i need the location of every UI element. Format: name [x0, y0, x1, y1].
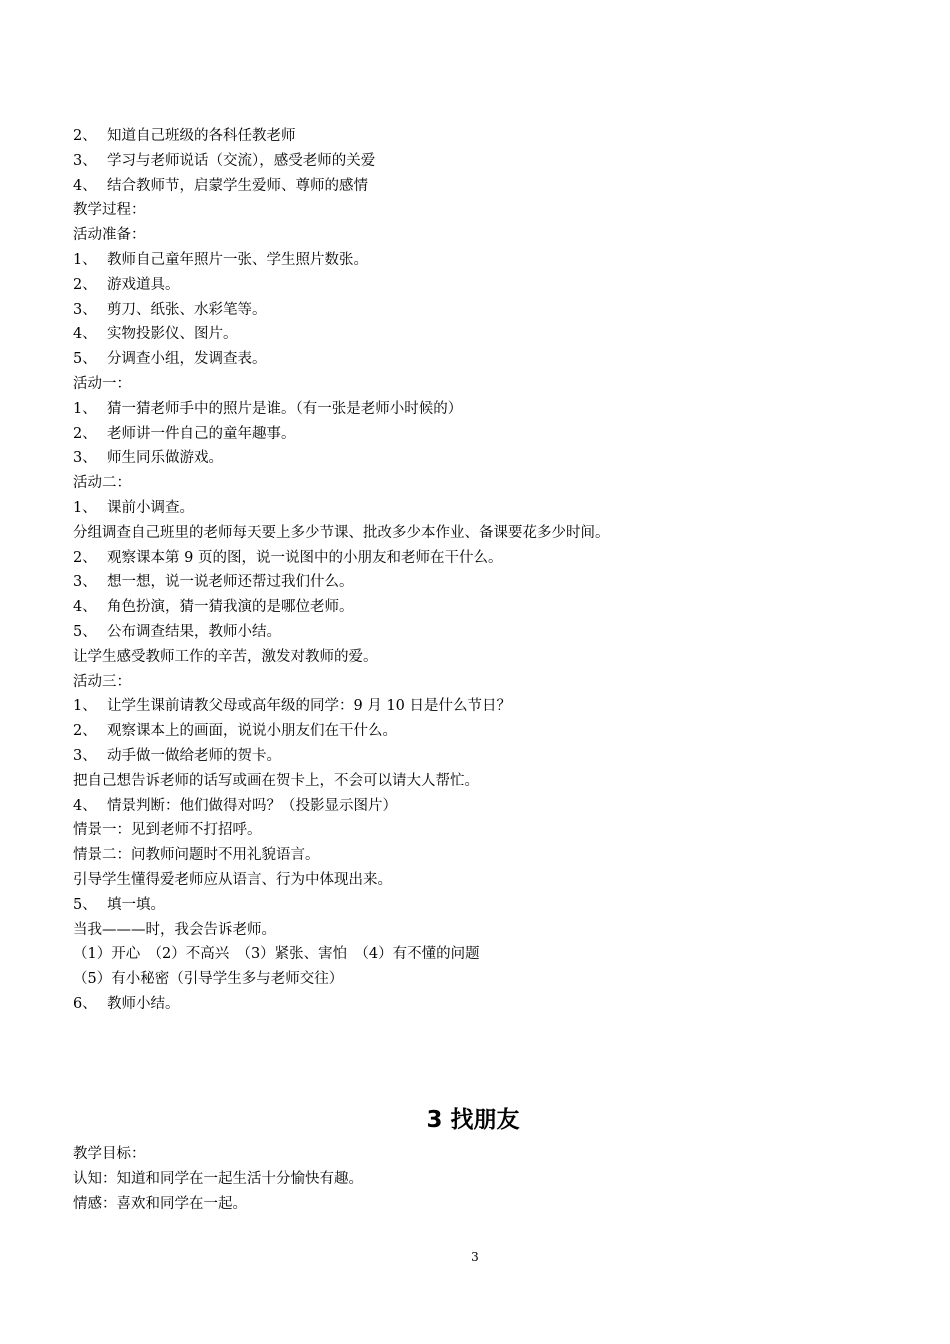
list-number: 1、: [73, 251, 97, 268]
line-text: 教师小结。: [107, 995, 180, 1012]
line-text: 学习与老师说话（交流），感受老师的关爱: [107, 152, 376, 169]
line-text: 认知：知道和同学在一起生活十分愉快有趣。: [73, 1170, 363, 1187]
line-text: 活动二：: [73, 475, 131, 492]
list-number: 3、: [73, 574, 97, 591]
text-line: [73, 967, 873, 992]
numbered-list-item: [73, 248, 873, 273]
numbered-list-item: [73, 620, 873, 645]
list-number: 4、: [73, 326, 97, 343]
line-text: 分调查小组，发调查表。: [107, 351, 267, 368]
line-text: 知道自己班级的各科任教老师: [107, 128, 296, 144]
numbered-list-item: [73, 347, 873, 372]
numbered-list-item: [73, 992, 873, 1017]
list-number: 4、: [73, 177, 97, 194]
list-number: 5、: [73, 623, 97, 640]
text-line: [73, 1167, 873, 1192]
numbered-list-item: [73, 174, 873, 199]
text-line: [73, 471, 873, 496]
line-text: 动手做一做给老师的贺卡。: [107, 747, 281, 764]
text-line: [73, 843, 873, 868]
line-text: 活动三：: [73, 673, 131, 690]
list-number: 3、: [73, 450, 97, 467]
list-number: 2、: [73, 128, 97, 144]
line-text: 观察课本上的画面，说说小朋友们在干什么。: [107, 723, 397, 740]
lesson-process-section: [73, 124, 873, 1017]
numbered-list-item: [73, 397, 873, 422]
numbered-list-item: [73, 546, 873, 571]
text-line: [73, 769, 873, 794]
list-number: 3、: [73, 301, 97, 318]
find-friends-section: [73, 1102, 873, 1216]
numbered-list-item: [73, 794, 873, 819]
numbered-list-item: [73, 446, 873, 471]
list-number: 3、: [73, 152, 97, 169]
list-number: 6、: [73, 995, 97, 1012]
section-title: 3 找朋友: [426, 1107, 520, 1133]
text-line: [73, 372, 873, 397]
numbered-list-item: [73, 893, 873, 918]
list-number: 2、: [73, 425, 97, 442]
line-text: （5）有小秘密（引导学生多与老师交往）: [73, 971, 344, 988]
section-body: [73, 1142, 873, 1216]
text-line: [73, 1142, 873, 1167]
numbered-list-item: [73, 694, 873, 719]
list-number: 1、: [73, 698, 97, 715]
line-text: 结合教师节，启蒙学生爱师、尊师的感情: [107, 177, 368, 194]
line-text: 活动准备：: [73, 227, 146, 244]
line-text: 当我———时，我会告诉老师。: [73, 921, 276, 938]
line-text: 分组调查自己班里的老师每天要上多少节课、批改多少本作业、备课要花多少时间。: [73, 524, 610, 541]
line-text: 情景一：见到老师不打招呼。: [73, 822, 262, 839]
line-text: 情景判断：他们做得对吗？（投影显示图片）: [107, 797, 397, 814]
line-text: 让学生课前请教父母或高年级的同学：9 月 10 日是什么节日？: [107, 698, 512, 715]
list-number: 1、: [73, 400, 97, 417]
line-text: 老师讲一件自己的童年趣事。: [107, 425, 296, 442]
page-number: 3: [471, 1250, 479, 1264]
text-line: [73, 1192, 873, 1217]
line-text: 公布调查结果，教师小结。: [107, 623, 281, 640]
line-text: 猜一猜老师手中的照片是谁。（有一张是老师小时候的）: [107, 400, 463, 417]
line-text: 师生同乐做游戏。: [107, 450, 223, 467]
text-line: [73, 198, 873, 223]
line-text: 情景二：问教师问题时不用礼貌语言。: [73, 847, 320, 864]
line-text: 引导学生懂得爱老师应从语言、行为中体现出来。: [73, 871, 392, 888]
text-line: [73, 223, 873, 248]
list-number: 1、: [73, 499, 97, 516]
line-text: 情感：喜欢和同学在一起。: [73, 1195, 247, 1212]
text-line: [73, 942, 873, 967]
line-text: 游戏道具。: [107, 276, 180, 293]
numbered-list-item: [73, 570, 873, 595]
numbered-list-item: [73, 322, 873, 347]
list-number: 2、: [73, 549, 97, 566]
line-text: 观察课本第 9 页的图，说一说图中的小朋友和老师在干什么。: [107, 549, 503, 566]
text-line: [73, 521, 873, 546]
line-text: 实物投影仪、图片。: [107, 326, 238, 343]
numbered-list-item: [73, 496, 873, 521]
numbered-list-item: [73, 273, 873, 298]
text-line: [73, 645, 873, 670]
list-number: 4、: [73, 797, 97, 814]
numbered-list-item: [73, 719, 873, 744]
numbered-list-item: [73, 298, 873, 323]
text-line: [73, 918, 873, 943]
list-number: 5、: [73, 351, 97, 368]
list-number: 3、: [73, 747, 97, 764]
list-number: 2、: [73, 276, 97, 293]
line-text: 让学生感受教师工作的辛苦，激发对教师的爱。: [73, 648, 378, 665]
text-line: [73, 818, 873, 843]
line-text: 教师自己童年照片一张、学生照片数张。: [107, 251, 368, 268]
line-text: （1）开心 （2）不高兴 （3）紧张、害怕 （4）有不懂的问题: [73, 946, 480, 963]
line-text: 课前小调查。: [107, 499, 194, 516]
text-line: [73, 670, 873, 695]
line-text: 角色扮演，猜一猜我演的是哪位老师。: [107, 599, 354, 616]
line-text: 剪刀、纸张、水彩笔等。: [107, 301, 267, 318]
line-text: 教学过程：: [73, 202, 146, 219]
numbered-list-item: [73, 149, 873, 174]
list-number: 5、: [73, 896, 97, 913]
line-text: 把自己想告诉老师的话写或画在贺卡上，不会可以请大人帮忙。: [73, 772, 479, 789]
line-text: 活动一：: [73, 375, 131, 392]
line-text: 教学目标：: [73, 1146, 146, 1162]
numbered-list-item: [73, 422, 873, 447]
list-number: 2、: [73, 723, 97, 740]
text-line: [73, 868, 873, 893]
numbered-list-item: [73, 124, 873, 149]
line-text: 填一填。: [107, 896, 165, 913]
numbered-list-item: [73, 595, 873, 620]
numbered-list-item: [73, 744, 873, 769]
line-text: 想一想，说一说老师还帮过我们什么。: [107, 574, 354, 591]
list-number: 4、: [73, 599, 97, 616]
